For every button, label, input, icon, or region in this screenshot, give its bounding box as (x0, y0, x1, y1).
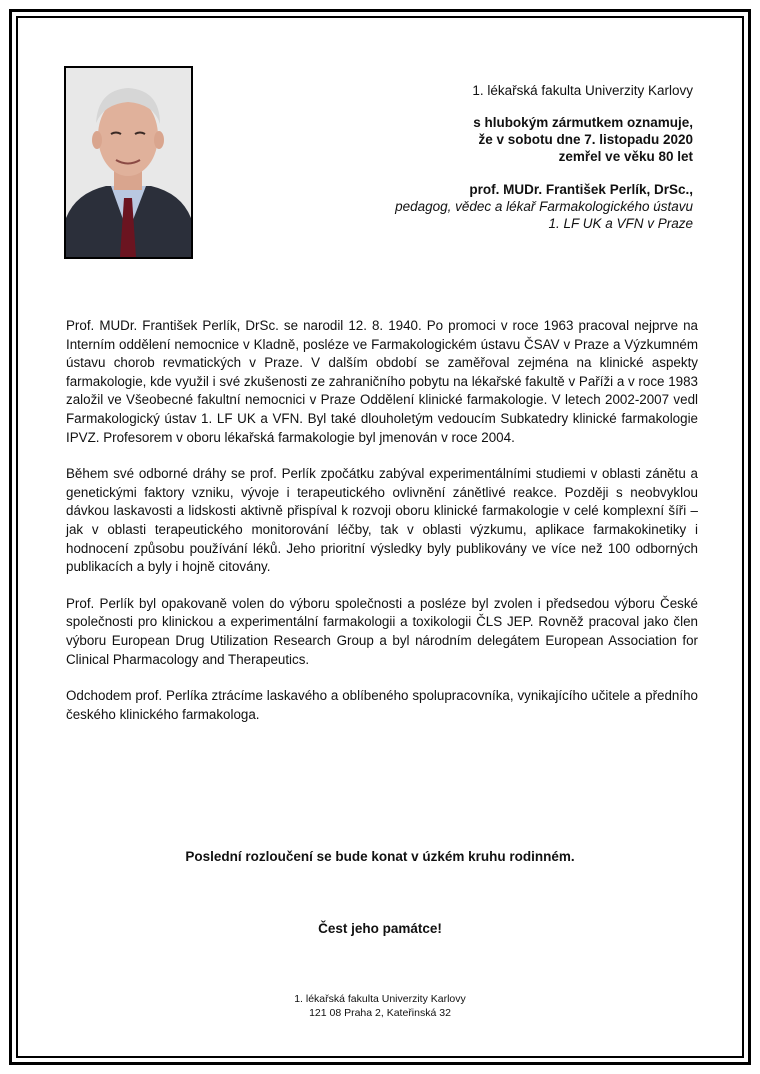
deceased-name: prof. MUDr. František Perlík, DrSc., (469, 182, 693, 197)
portrait-photo (64, 66, 193, 259)
footer-institution: 1. lékařská fakulta Univerzity Karlovy (294, 993, 466, 1005)
role-line-2: 1. LF UK a VFN v Praze (548, 216, 693, 231)
announcement-line-3: zemřel ve věku 80 let (558, 149, 693, 164)
ceremony-notice: Poslední rozloučení se bude konat v úzkém kruhu rodinném. (185, 849, 575, 864)
honor-line: Čest jeho památce! (318, 921, 442, 936)
announcement-line-1: s hlubokým zármutkem oznamuje, (473, 115, 693, 130)
paragraph-biography: Prof. MUDr. František Perlík, DrSc. se narodil 12. 8. 1940. Po promoci v roce 1963 pracoval nejprve na Interním oddělení nemocnice v Kladně, posléze ve Farmakologickém ústavu ČSAV v Praze a Výzkumném ústavu chorob revmatických v Praze. V dalším období se zaměřoval zejména na klinické aspekty farmakologie, kde využil i své zkušenosti ze zahraničního pobytu na lékařské fakultě v Paříži a v roce 1983 založil ve Všeobecné fakultní nemocnici v Praze Oddělení klinické farmakologie. V letech 2002-2007 vedl Farmakologický ústav 1. LF UK a VFN. Byl také dlouholetým vedoucím Subkatedry klinické farmakologie IPVZ. Profesorem v oboru lékařská farmakologie byl jmenován v roce 2004. (66, 318, 698, 445)
footer-address (0, 992, 760, 1020)
paragraph-career: Během své odborné dráhy se prof. Perlík zpočátku zabýval experimentálními studiemi v oblasti zánětu a genetickými faktory vzniku, vývoje i terapeutického ovlivnění zánětlivé reakce. Později s neobvyklou dávkou laskavosti a lidskosti aktivně přispíval k rozvoji oboru klinické farmakologie v celé komplexní šíři – jak v oblasti terapeutického monitorování léčby, tak v oblasti výzkumu, aplikace farmakokinetiky i hodnocení způsobu používání léků. Jeho prioritní výsledky byly publikovány ve více než 100 odborných publikacích a byly i hojně citovány. (66, 466, 698, 575)
footer-street: 121 08 Praha 2, Kateřinská 32 (309, 1007, 451, 1019)
header (233, 82, 693, 232)
role-line-1: pedagog, vědec a lékař Farmakologického ústavu (395, 199, 693, 214)
paragraph-tribute: Odchodem prof. Perlíka ztrácíme laskavého a oblíbeného spolupracovníka, vynikajícího učitele a předního českého klinického farmakologa. (66, 688, 698, 722)
obituary-body (66, 317, 698, 742)
announcement-line-2: že v sobotu dne 7. listopadu 2020 (478, 132, 693, 147)
institution-name: 1. lékařská fakulta Univerzity Karlovy (472, 83, 693, 98)
paragraph-society: Prof. Perlík byl opakovaně volen do výboru společnosti a posléze byl zvolen i předsedou výboru České společnosti pro klinickou a experimentální farmakologii a toxikologii ČLS JEP. Rovněž pracoval jako člen výboru European Drug Utilization Research Group a byl národním delegátem European Association for Clinical Pharmacology and Therapeutics. (66, 595, 698, 667)
